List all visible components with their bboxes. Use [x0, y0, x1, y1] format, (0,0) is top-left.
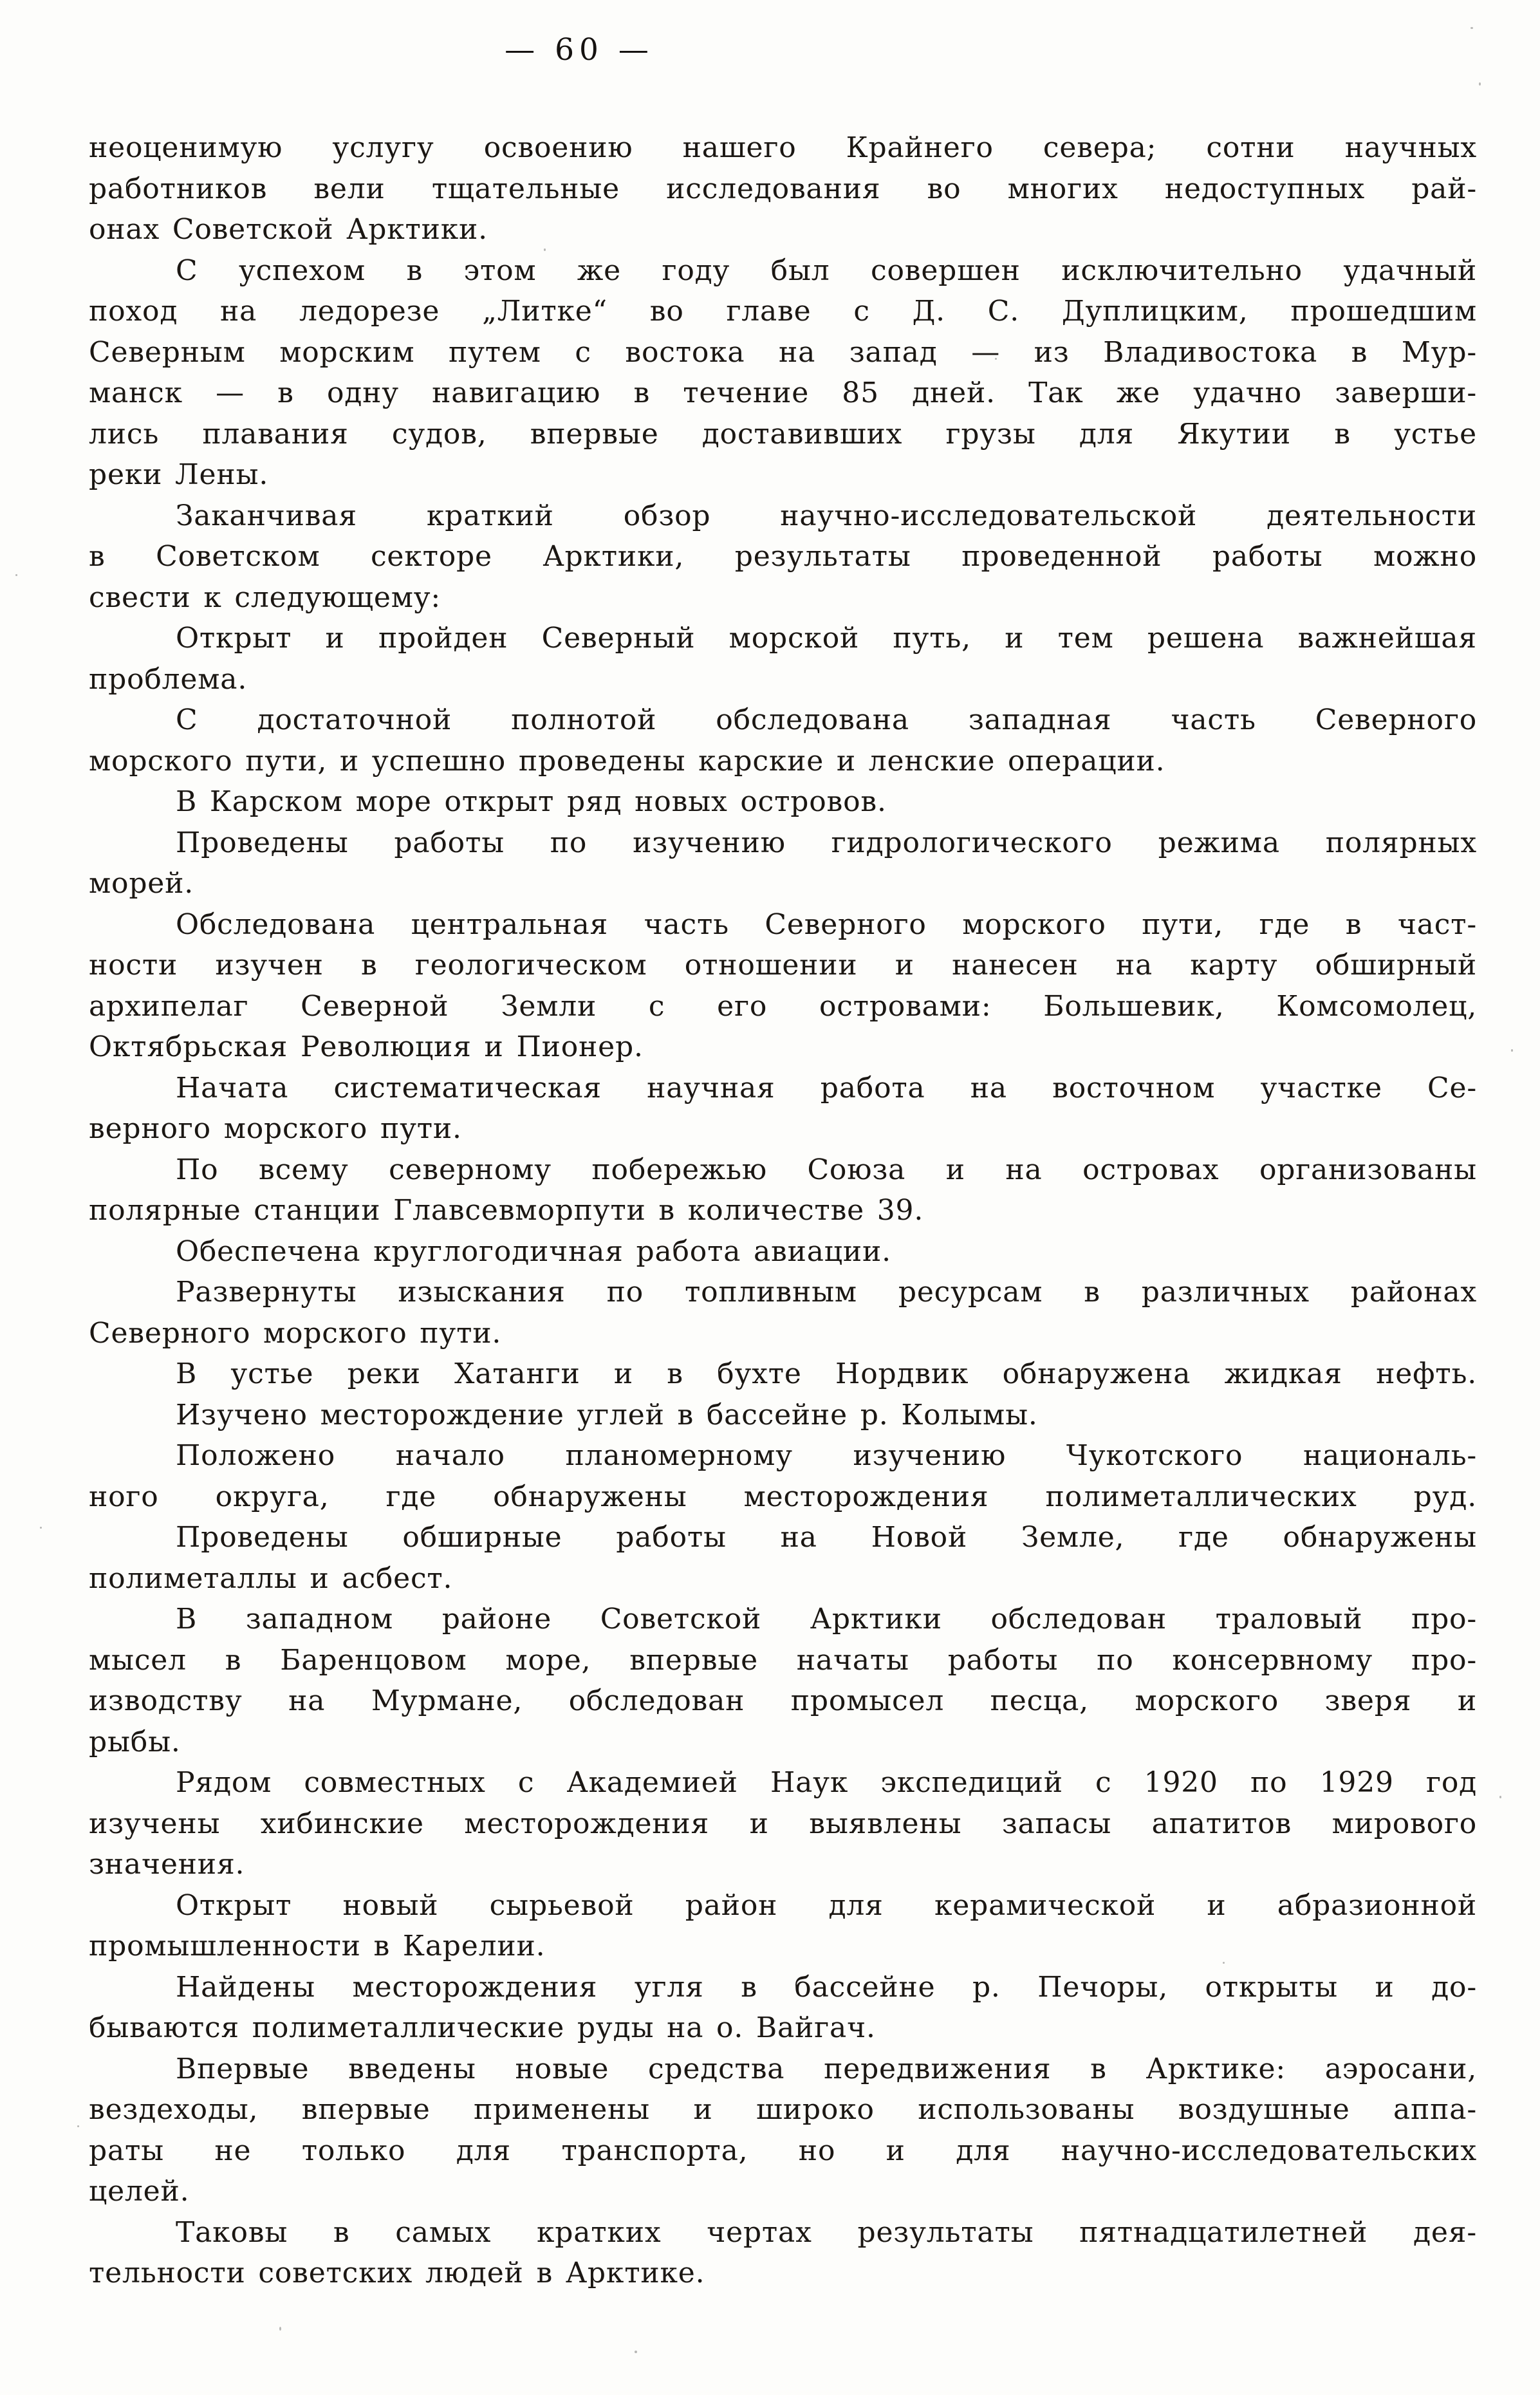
text-line: Впервые введены новые средства передвижения в Арктике: аэросани, — [176, 2052, 1477, 2085]
text-line: проблема. — [89, 662, 248, 696]
text-line: архипелаг Северной Земли с его островами: Большевик, Комсомолец, — [89, 989, 1477, 1023]
text-line: Северного морского пути. — [89, 1316, 502, 1350]
text-line: раты не только для транспорта, но и для научно-исследовательских — [89, 2134, 1477, 2167]
scan-speck — [15, 574, 17, 576]
text-line: мысел в Баренцовом море, впервые начаты работы по консервному про- — [89, 1643, 1477, 1677]
paragraph — [89, 618, 1477, 700]
text-line: изводству на Мурмане, обследован промысел песца, морского зверя и — [89, 1684, 1477, 1717]
paragraph — [89, 496, 1477, 619]
scan-speck — [635, 2351, 637, 2353]
paragraph — [89, 1395, 1477, 1436]
text-line: свести к следующему: — [89, 581, 441, 614]
paragraph — [89, 904, 1477, 1068]
text-line: поход на ледорезе „Литке“ во главе с Д. С. Дуплицким, прошедшим — [89, 295, 1477, 328]
text-line: Положено начало планомерному изучению Чукотского националь- — [176, 1439, 1477, 1472]
text-line: Обследована центральная часть Северного морского пути, где в част- — [176, 908, 1477, 941]
text-line: В устье реки Хатанги и в бухте Нордвик обнаружена жидкая нефть. — [176, 1357, 1477, 1390]
scan-speck — [995, 358, 997, 360]
scan-speck — [279, 2327, 281, 2331]
page-number: — 60 — — [505, 32, 654, 68]
paragraph — [89, 1967, 1477, 2049]
text-line: ности изучен в геологическом отношении и нанесен на карту обширный — [89, 949, 1477, 982]
text-line: верного морского пути. — [89, 1112, 462, 1145]
text-line: Начата систематическая научная работа на восточном участке Се- — [176, 1071, 1477, 1104]
paragraph — [89, 1231, 1477, 1272]
paragraph — [89, 1150, 1477, 1231]
text-line: Проведены обширные работы на Новой Земле, где обнаружены — [176, 1521, 1477, 1554]
scan-speck — [40, 1527, 42, 1529]
paragraph — [89, 250, 1477, 496]
scan-speck — [544, 248, 546, 251]
text-line: манск — в одну навигацию в течение 85 дней. Так же удачно заверши- — [89, 377, 1477, 409]
text-line: Заканчивая краткий обзор научно-исследовательской деятельности — [176, 499, 1477, 532]
paragraph — [89, 823, 1477, 904]
text-line: Северным морским путем с востока на запад — из Владивостока в Мур- — [89, 335, 1477, 369]
paragraph — [89, 1762, 1477, 1885]
text-line: работников вели тщательные исследования во многих недоступных рай- — [89, 172, 1477, 205]
scan-speck — [1499, 1796, 1501, 1798]
paragraph — [89, 1068, 1477, 1150]
text-line: Проведены работы по изучению гидрологического режима полярных — [176, 826, 1477, 859]
paragraph — [89, 700, 1477, 781]
paragraph — [89, 127, 1477, 250]
text-line: Найдены месторождения угля в бассейне р. Печоры, открыты и до- — [176, 1970, 1477, 2004]
text-line: значения. — [89, 1848, 245, 1881]
scan-speck — [1470, 27, 1473, 29]
text-line: Открыт новый сырьевой район для керамической и абразионной — [176, 1888, 1477, 1922]
text-line: в Советском секторе Арктики, результаты проведенной работы можно — [89, 540, 1477, 573]
scan-speck — [1223, 1962, 1225, 1964]
text-line: В Карском море открыт ряд новых островов. — [176, 785, 887, 818]
paragraph — [89, 1435, 1477, 1517]
text-line: промышленности в Карелии. — [89, 1930, 546, 1962]
text-line: Обеспечена круглогодичная работа авиации. — [176, 1235, 891, 1268]
text-line: Развернуты изыскания по топливным ресурсам в различных районах — [176, 1276, 1477, 1309]
text-line: Открыт и пройден Северный морской путь, и тем решена важнейшая — [176, 622, 1477, 655]
text-line: Изучено месторождение углей в бассейне р. Колымы. — [176, 1398, 1038, 1431]
paragraph — [89, 781, 1477, 823]
text-line: реки Лены. — [89, 458, 269, 491]
text-line: целей. — [89, 2175, 190, 2208]
scan-speck — [1479, 82, 1481, 86]
text-line: морей. — [89, 867, 194, 900]
paragraph — [89, 1599, 1477, 1762]
text-line: полиметаллы и асбест. — [89, 1561, 453, 1595]
text-line: С достаточной полнотой обследована западная часть Северного — [176, 704, 1477, 736]
text-line: рыбы. — [89, 1725, 181, 1758]
text-line: морского пути, и успешно проведены карские и ленские операции. — [89, 744, 1165, 778]
text-line: ного округа, где обнаружены месторождения полиметаллических руд. — [89, 1480, 1477, 1513]
paragraph — [89, 1272, 1477, 1354]
text-line: неоценимую услугу освоению нашего Крайнего севера; сотни научных — [89, 131, 1477, 164]
text-line: бываются полиметаллические руды на о. Вайгач. — [89, 2011, 876, 2044]
text-line: лись плавания судов, впервые доставивших грузы для Якутии в устье — [89, 417, 1477, 451]
paragraph — [89, 1354, 1477, 1395]
text-line: Рядом совместных с Академией Наук экспедиций с 1920 по 1929 год — [176, 1766, 1477, 1799]
text-line: С успехом в этом же году был совершен исключительно удачный — [176, 254, 1477, 287]
text-line: онах Советской Арктики. — [89, 213, 488, 246]
text-line: Таковы в самых кратких чертах результаты пятнадцатилетней дея- — [176, 2215, 1477, 2249]
paragraph — [89, 2049, 1477, 2212]
scan-speck — [1511, 1049, 1513, 1052]
text-line: тельности советских людей в Арктике. — [89, 2257, 705, 2289]
text-line: вездеходы, впервые применены и широко использованы воздушные аппа- — [89, 2093, 1477, 2126]
paragraph — [89, 1517, 1477, 1599]
text-line: полярные станции Главсевморпути в количестве 39. — [89, 1194, 924, 1227]
text-line: изучены хибинские месторождения и выявлены запасы апатитов мирового — [89, 1807, 1477, 1840]
text-line: По всему северному побережью Союза и на островах организованы — [176, 1153, 1477, 1186]
paragraph — [89, 1885, 1477, 1967]
text-line: В западном районе Советской Арктики обследован траловый про- — [176, 1603, 1477, 1635]
paragraph — [89, 2212, 1477, 2294]
scan-speck — [77, 2125, 79, 2127]
text-line: Октябрьская Революция и Пионер. — [89, 1030, 644, 1063]
body-text — [89, 127, 1477, 2294]
